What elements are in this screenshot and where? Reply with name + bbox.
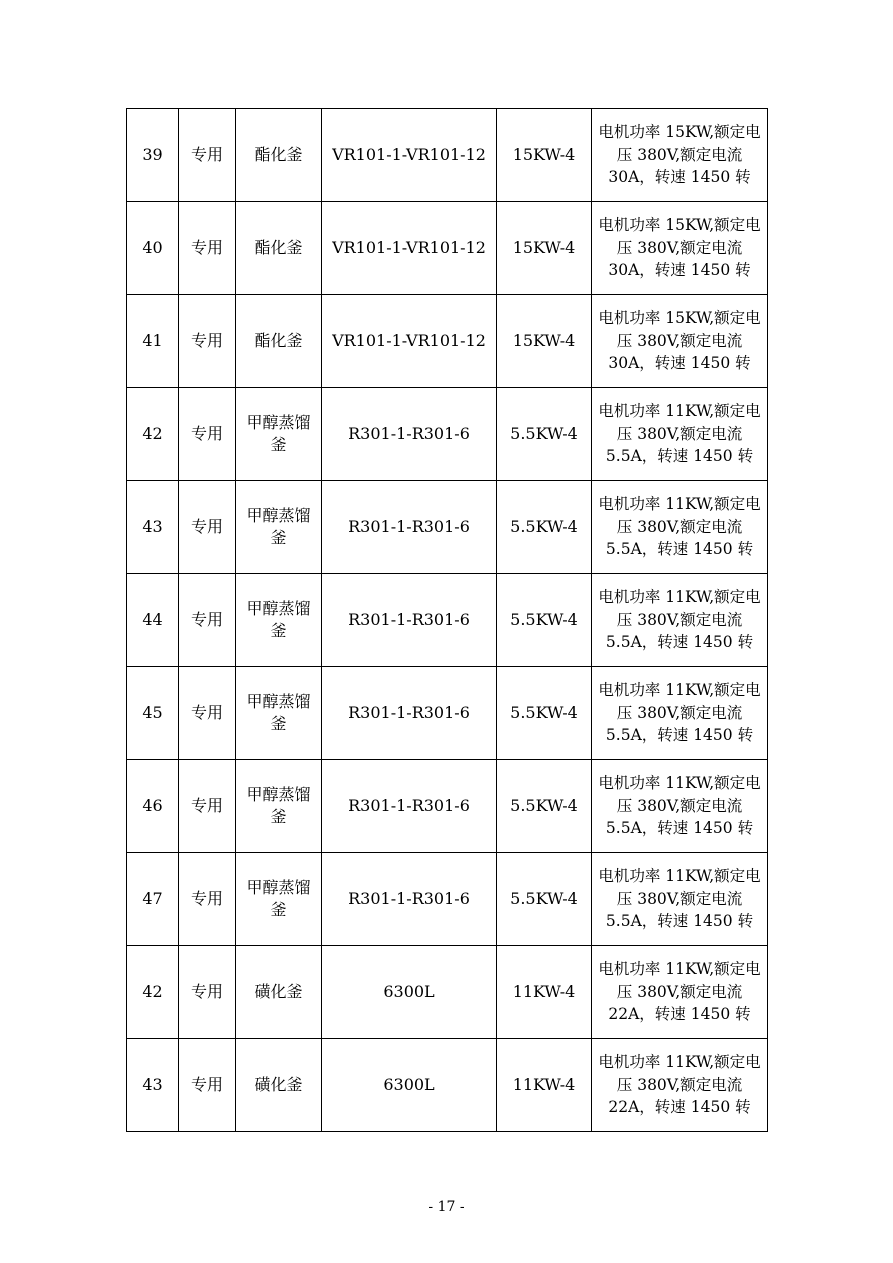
equipment-type-cell: 专用 <box>179 853 236 946</box>
table-row <box>127 574 768 667</box>
equipment-name-cell: 甲醇蒸馏釜 <box>236 667 322 760</box>
equipment-type-cell: 专用 <box>179 574 236 667</box>
motor-parameters-cell: 电机功率 15KW,额定电压 380V,额定电流 30A，转速 1450 转 <box>592 295 768 388</box>
equipment-type-cell: 专用 <box>179 481 236 574</box>
row-number-cell: 40 <box>127 202 179 295</box>
row-number-cell: 47 <box>127 853 179 946</box>
equipment-name-cell: 酯化釜 <box>236 109 322 202</box>
table-row <box>127 481 768 574</box>
motor-parameters-cell: 电机功率 11KW,额定电压 380V,额定电流 5.5A，转速 1450 转 <box>592 760 768 853</box>
equipment-name-cell: 甲醇蒸馏釜 <box>236 853 322 946</box>
equipment-table <box>126 108 768 1132</box>
equipment-type-cell: 专用 <box>179 295 236 388</box>
equipment-type-cell: 专用 <box>179 202 236 295</box>
table-row <box>127 202 768 295</box>
motor-power-cell: 5.5KW-4 <box>497 760 592 853</box>
row-number-cell: 44 <box>127 574 179 667</box>
equipment-type-cell: 专用 <box>179 667 236 760</box>
motor-parameters-cell: 电机功率 15KW,额定电压 380V,额定电流 30A，转速 1450 转 <box>592 109 768 202</box>
equipment-type-cell: 专用 <box>179 1039 236 1132</box>
motor-power-cell: 5.5KW-4 <box>497 853 592 946</box>
equipment-model-cell: VR101-1-VR101-12 <box>322 295 497 388</box>
equipment-name-cell: 甲醇蒸馏釜 <box>236 388 322 481</box>
equipment-name-cell: 甲醇蒸馏釜 <box>236 760 322 853</box>
motor-parameters-cell: 电机功率 11KW,额定电压 380V,额定电流 5.5A，转速 1450 转 <box>592 481 768 574</box>
motor-power-cell: 15KW-4 <box>497 202 592 295</box>
motor-power-cell: 11KW-4 <box>497 1039 592 1132</box>
motor-power-cell: 5.5KW-4 <box>497 667 592 760</box>
equipment-model-cell: R301-1-R301-6 <box>322 388 497 481</box>
page-number: - 17 - <box>428 1199 465 1215</box>
motor-parameters-cell: 电机功率 11KW,额定电压 380V,额定电流 5.5A，转速 1450 转 <box>592 388 768 481</box>
table-row <box>127 388 768 481</box>
table-row <box>127 295 768 388</box>
motor-parameters-cell: 电机功率 11KW,额定电压 380V,额定电流 5.5A，转速 1450 转 <box>592 574 768 667</box>
motor-parameters-cell: 电机功率 11KW,额定电压 380V,额定电流 5.5A，转速 1450 转 <box>592 853 768 946</box>
row-number-cell: 42 <box>127 388 179 481</box>
row-number-cell: 43 <box>127 481 179 574</box>
row-number-cell: 41 <box>127 295 179 388</box>
equipment-model-cell: 6300L <box>322 1039 497 1132</box>
equipment-type-cell: 专用 <box>179 109 236 202</box>
motor-power-cell: 5.5KW-4 <box>497 388 592 481</box>
motor-power-cell: 5.5KW-4 <box>497 481 592 574</box>
table-row <box>127 760 768 853</box>
table-row <box>127 667 768 760</box>
equipment-name-cell: 磺化釜 <box>236 1039 322 1132</box>
equipment-model-cell: R301-1-R301-6 <box>322 481 497 574</box>
row-number-cell: 42 <box>127 946 179 1039</box>
equipment-name-cell: 磺化釜 <box>236 946 322 1039</box>
equipment-name-cell: 酯化釜 <box>236 202 322 295</box>
table-row <box>127 109 768 202</box>
motor-parameters-cell: 电机功率 15KW,额定电压 380V,额定电流 30A，转速 1450 转 <box>592 202 768 295</box>
equipment-name-cell: 酯化釜 <box>236 295 322 388</box>
row-number-cell: 46 <box>127 760 179 853</box>
table-row <box>127 1039 768 1132</box>
motor-power-cell: 5.5KW-4 <box>497 574 592 667</box>
row-number-cell: 43 <box>127 1039 179 1132</box>
equipment-table-body <box>127 109 768 1132</box>
equipment-model-cell: R301-1-R301-6 <box>322 853 497 946</box>
equipment-model-cell: R301-1-R301-6 <box>322 667 497 760</box>
equipment-model-cell: VR101-1-VR101-12 <box>322 109 497 202</box>
row-number-cell: 39 <box>127 109 179 202</box>
motor-parameters-cell: 电机功率 11KW,额定电压 380V,额定电流 22A，转速 1450 转 <box>592 946 768 1039</box>
row-number-cell: 45 <box>127 667 179 760</box>
equipment-model-cell: R301-1-R301-6 <box>322 760 497 853</box>
equipment-model-cell: VR101-1-VR101-12 <box>322 202 497 295</box>
motor-parameters-cell: 电机功率 11KW,额定电压 380V,额定电流 5.5A，转速 1450 转 <box>592 667 768 760</box>
table-row <box>127 853 768 946</box>
equipment-type-cell: 专用 <box>179 388 236 481</box>
equipment-type-cell: 专用 <box>179 760 236 853</box>
equipment-model-cell: 6300L <box>322 946 497 1039</box>
motor-parameters-cell: 电机功率 11KW,额定电压 380V,额定电流 22A，转速 1450 转 <box>592 1039 768 1132</box>
equipment-model-cell: R301-1-R301-6 <box>322 574 497 667</box>
equipment-name-cell: 甲醇蒸馏釜 <box>236 481 322 574</box>
motor-power-cell: 11KW-4 <box>497 946 592 1039</box>
table-row <box>127 946 768 1039</box>
equipment-name-cell: 甲醇蒸馏釜 <box>236 574 322 667</box>
motor-power-cell: 15KW-4 <box>497 109 592 202</box>
motor-power-cell: 15KW-4 <box>497 295 592 388</box>
equipment-type-cell: 专用 <box>179 946 236 1039</box>
